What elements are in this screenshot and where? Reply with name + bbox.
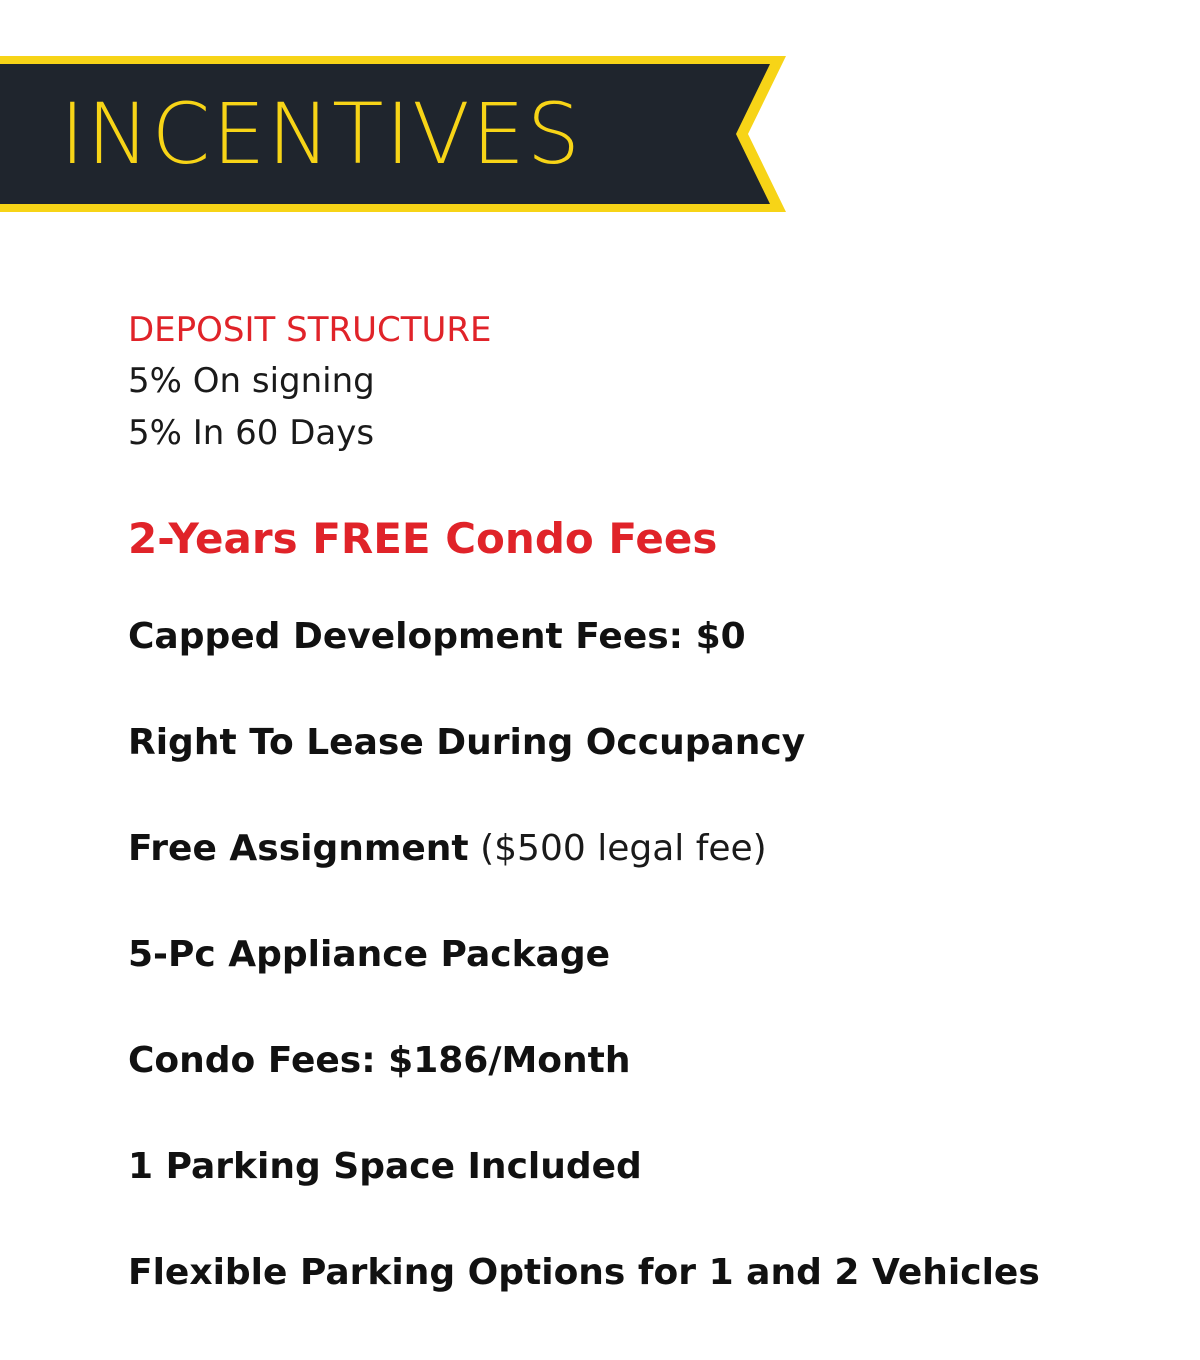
incentive-text: Capped Development Fees: $0 bbox=[128, 616, 746, 657]
deposit-structure-heading: DEPOSIT STRUCTURE bbox=[128, 310, 492, 350]
free-condo-fees-highlight: 2-Years FREE Condo Fees bbox=[128, 514, 718, 563]
incentive-text: Flexible Parking Options for 1 and 2 Vehicles bbox=[128, 1252, 1040, 1293]
incentive-item bbox=[128, 1036, 1128, 1086]
incentive-note: ($500 legal fee) bbox=[468, 828, 767, 869]
incentive-text: Free Assignment bbox=[128, 828, 469, 869]
incentive-item bbox=[128, 1142, 1128, 1192]
incentive-text: 1 Parking Space Included bbox=[128, 1146, 642, 1187]
incentive-text: Condo Fees: $186/Month bbox=[128, 1040, 631, 1081]
incentive-item bbox=[128, 718, 1128, 768]
incentive-item bbox=[128, 824, 1128, 874]
incentive-item bbox=[128, 1248, 1128, 1298]
title-banner bbox=[0, 56, 790, 212]
incentive-item bbox=[128, 612, 1128, 662]
incentive-item bbox=[128, 930, 1128, 980]
incentive-text: 5-Pc Appliance Package bbox=[128, 934, 611, 975]
deposit-line-signing: 5% On signing bbox=[128, 361, 375, 401]
incentive-list bbox=[128, 612, 1128, 1298]
incentive-text: Right To Lease During Occupancy bbox=[128, 722, 806, 763]
incentives-content bbox=[128, 305, 1128, 1354]
banner-title: INCENTIVES bbox=[60, 85, 583, 183]
deposit-line-60-days: 5% In 60 Days bbox=[128, 413, 375, 453]
